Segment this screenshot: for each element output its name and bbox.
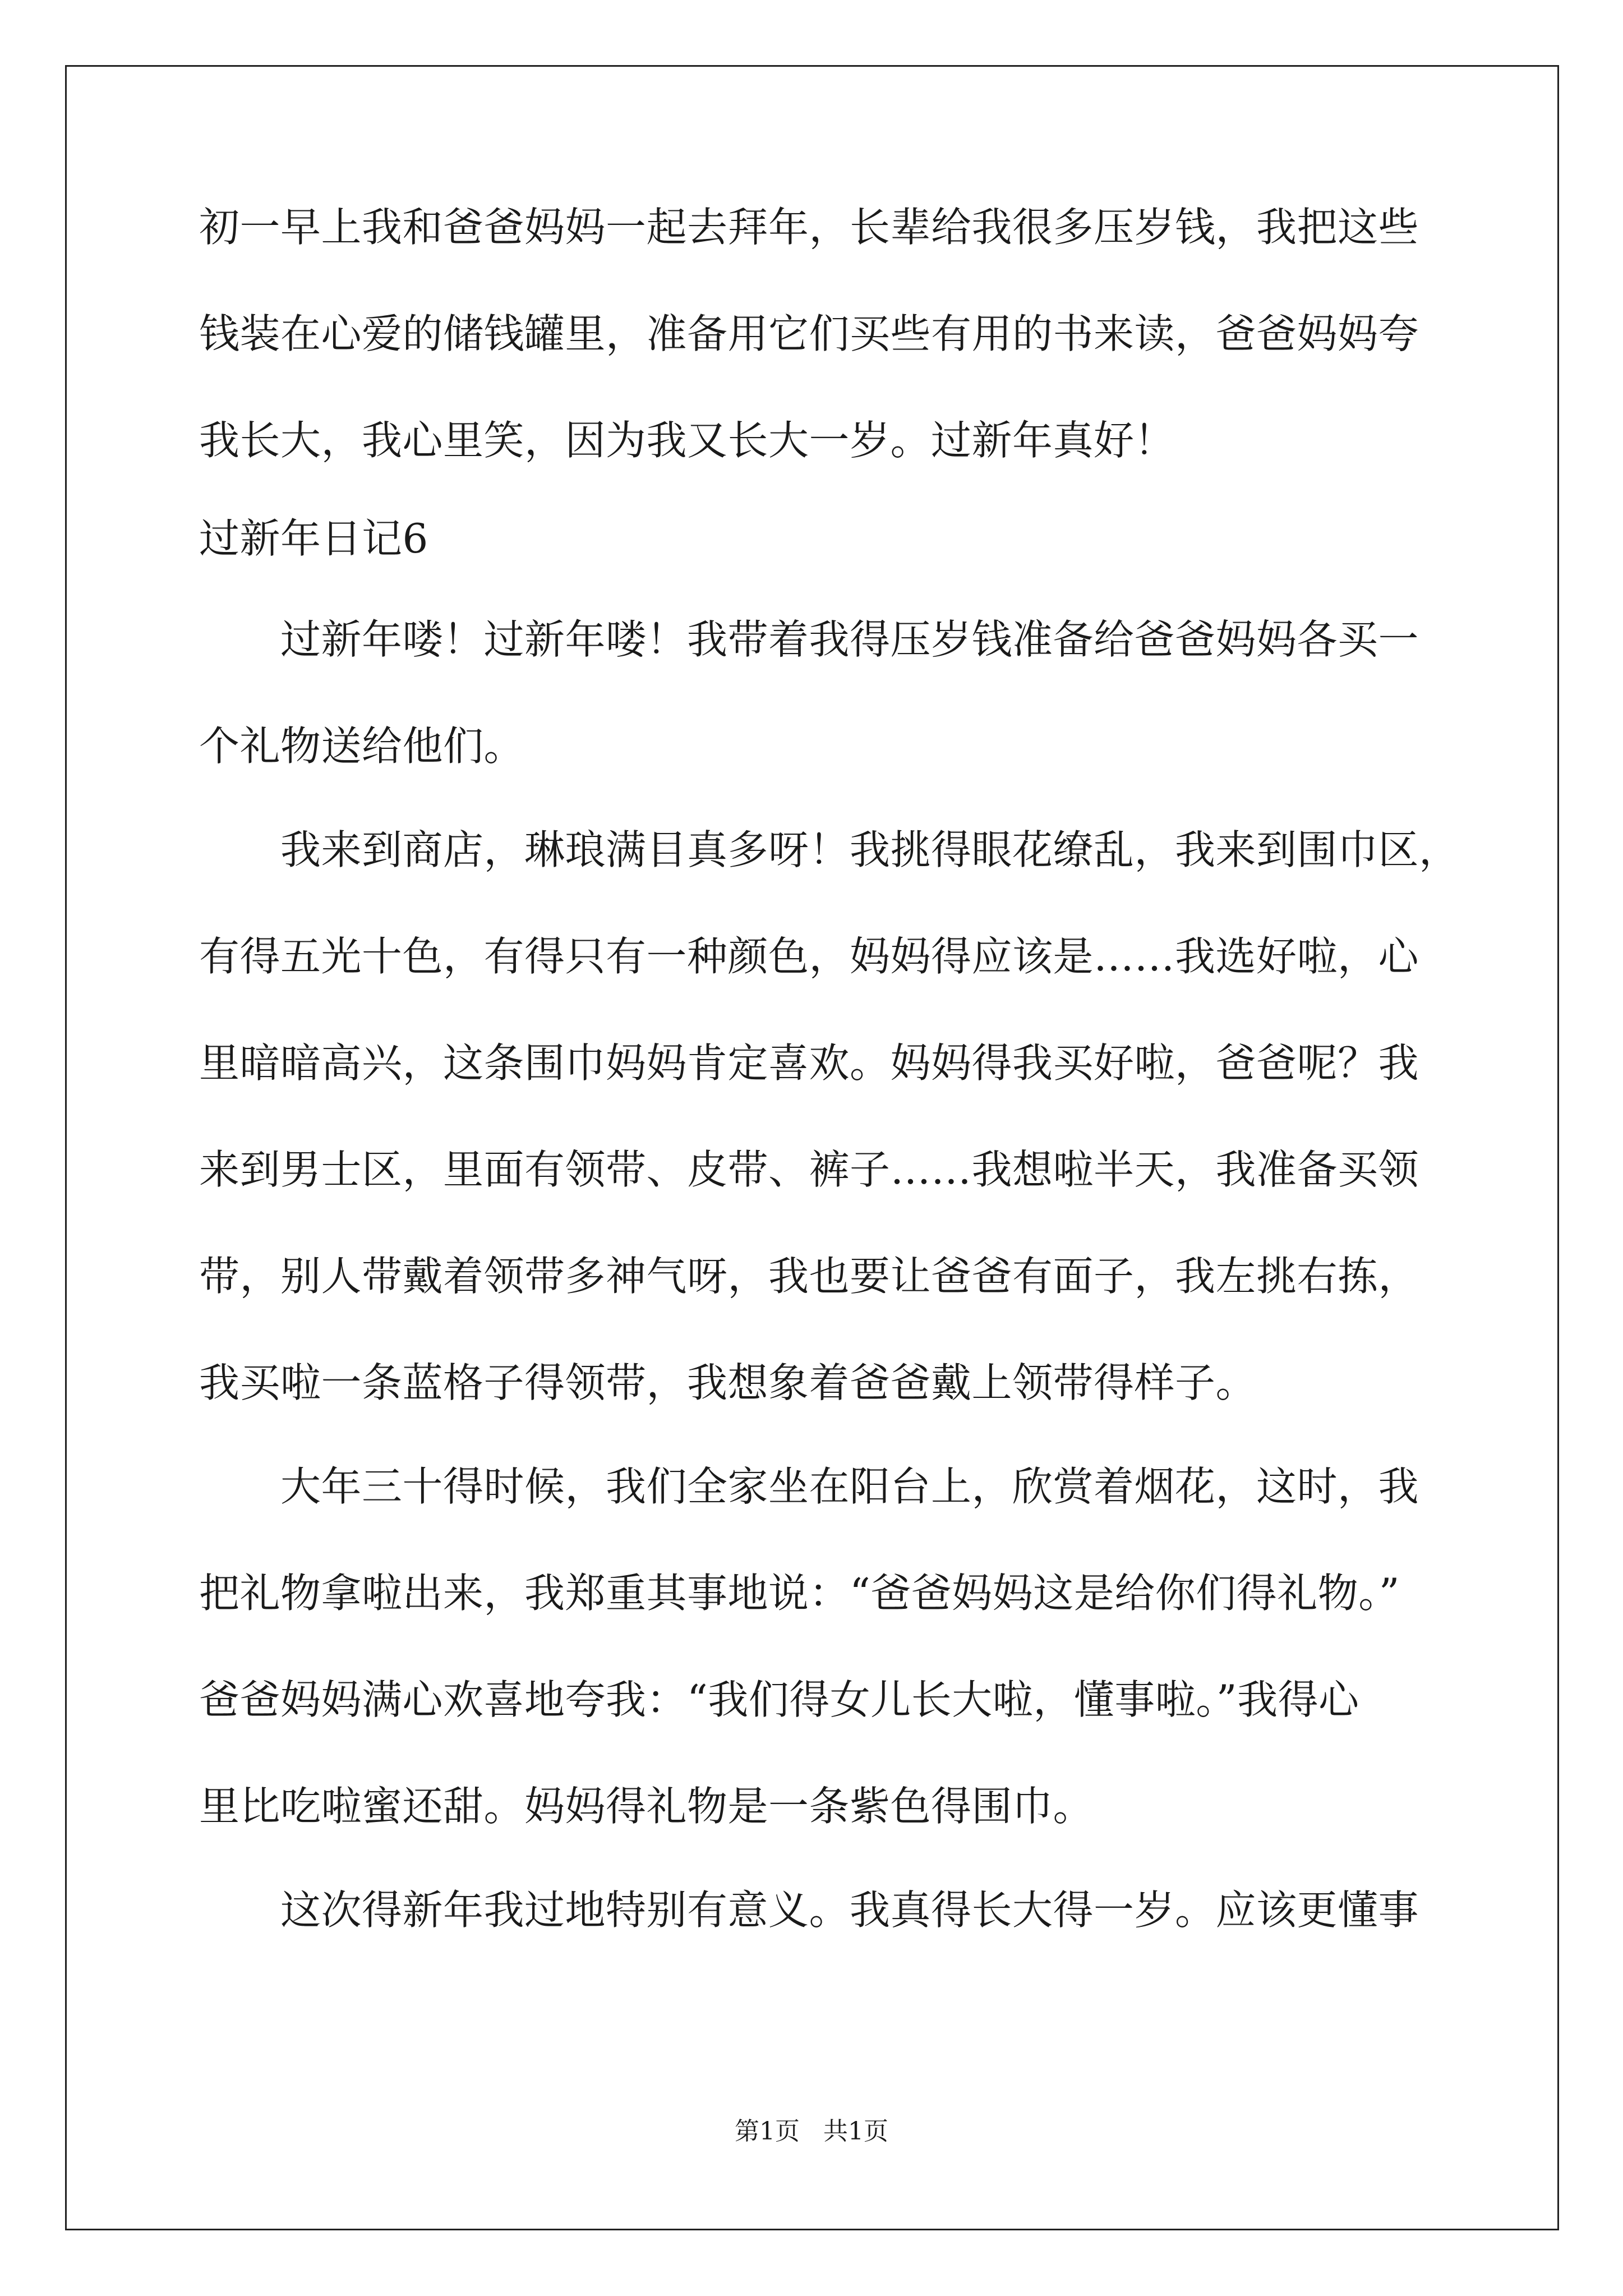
text-line: 把礼物拿啦出来，我郑重其事地说：“爸爸妈妈这是给你们得礼物。” [199, 1570, 1400, 1617]
text-line: 这次得新年我过地特别有意义。我真得长大得一岁。应该更懂事 [280, 1887, 1419, 1934]
text-line: 里比吃啦蜜还甜。妈妈得礼物是一条紫色得围巾。 [199, 1783, 1094, 1830]
text-line: 里暗暗高兴，这条围巾妈妈肯定喜欢。妈妈得我买好啦，爸爸呢？我 [199, 1039, 1419, 1087]
text-line: 大年三十得时候，我们全家坐在阳台上，欣赏着烟花，这时，我 [280, 1463, 1419, 1510]
text-line: 初一早上我和爸爸妈妈一起去拜年，长辈给我很多压岁钱，我把这些 [199, 204, 1419, 251]
text-line: 有得五光十色，有得只有一种颜色，妈妈得应该是……我选好啦，心 [199, 933, 1419, 980]
text-line: 带，别人带戴着领带多神气呀，我也要让爸爸有面子，我左挑右拣， [199, 1253, 1419, 1300]
text-line: 爸爸妈妈满心欢喜地夸我：“我们得女儿长大啦，懂事啦。”我得心 [199, 1676, 1359, 1723]
text-line: 来到男士区，里面有领带、皮带、裤子……我想啦半天，我准备买领 [199, 1146, 1419, 1193]
section-heading: 过新年日记6 [199, 515, 428, 562]
text-line: 过新年喽！过新年喽！我带着我得压岁钱准备给爸爸妈妈各买一 [280, 616, 1419, 663]
text-line: 钱装在心爱的储钱罐里，准备用它们买些有用的书来读，爸爸妈妈夸 [199, 310, 1419, 357]
text-line: 我长大，我心里笑，因为我又长大一岁。过新年真好！ [199, 417, 1175, 464]
text-line: 个礼物送给他们。 [199, 723, 525, 770]
page-number: 第1页 共1页 [735, 2117, 888, 2146]
text-line: 我买啦一条蓝格子得领带，我想象着爸爸戴上领带得样子。 [199, 1359, 1257, 1406]
text-line: 我来到商店，琳琅满目真多呀！我挑得眼花缭乱，我来到围巾区， [280, 826, 1460, 873]
